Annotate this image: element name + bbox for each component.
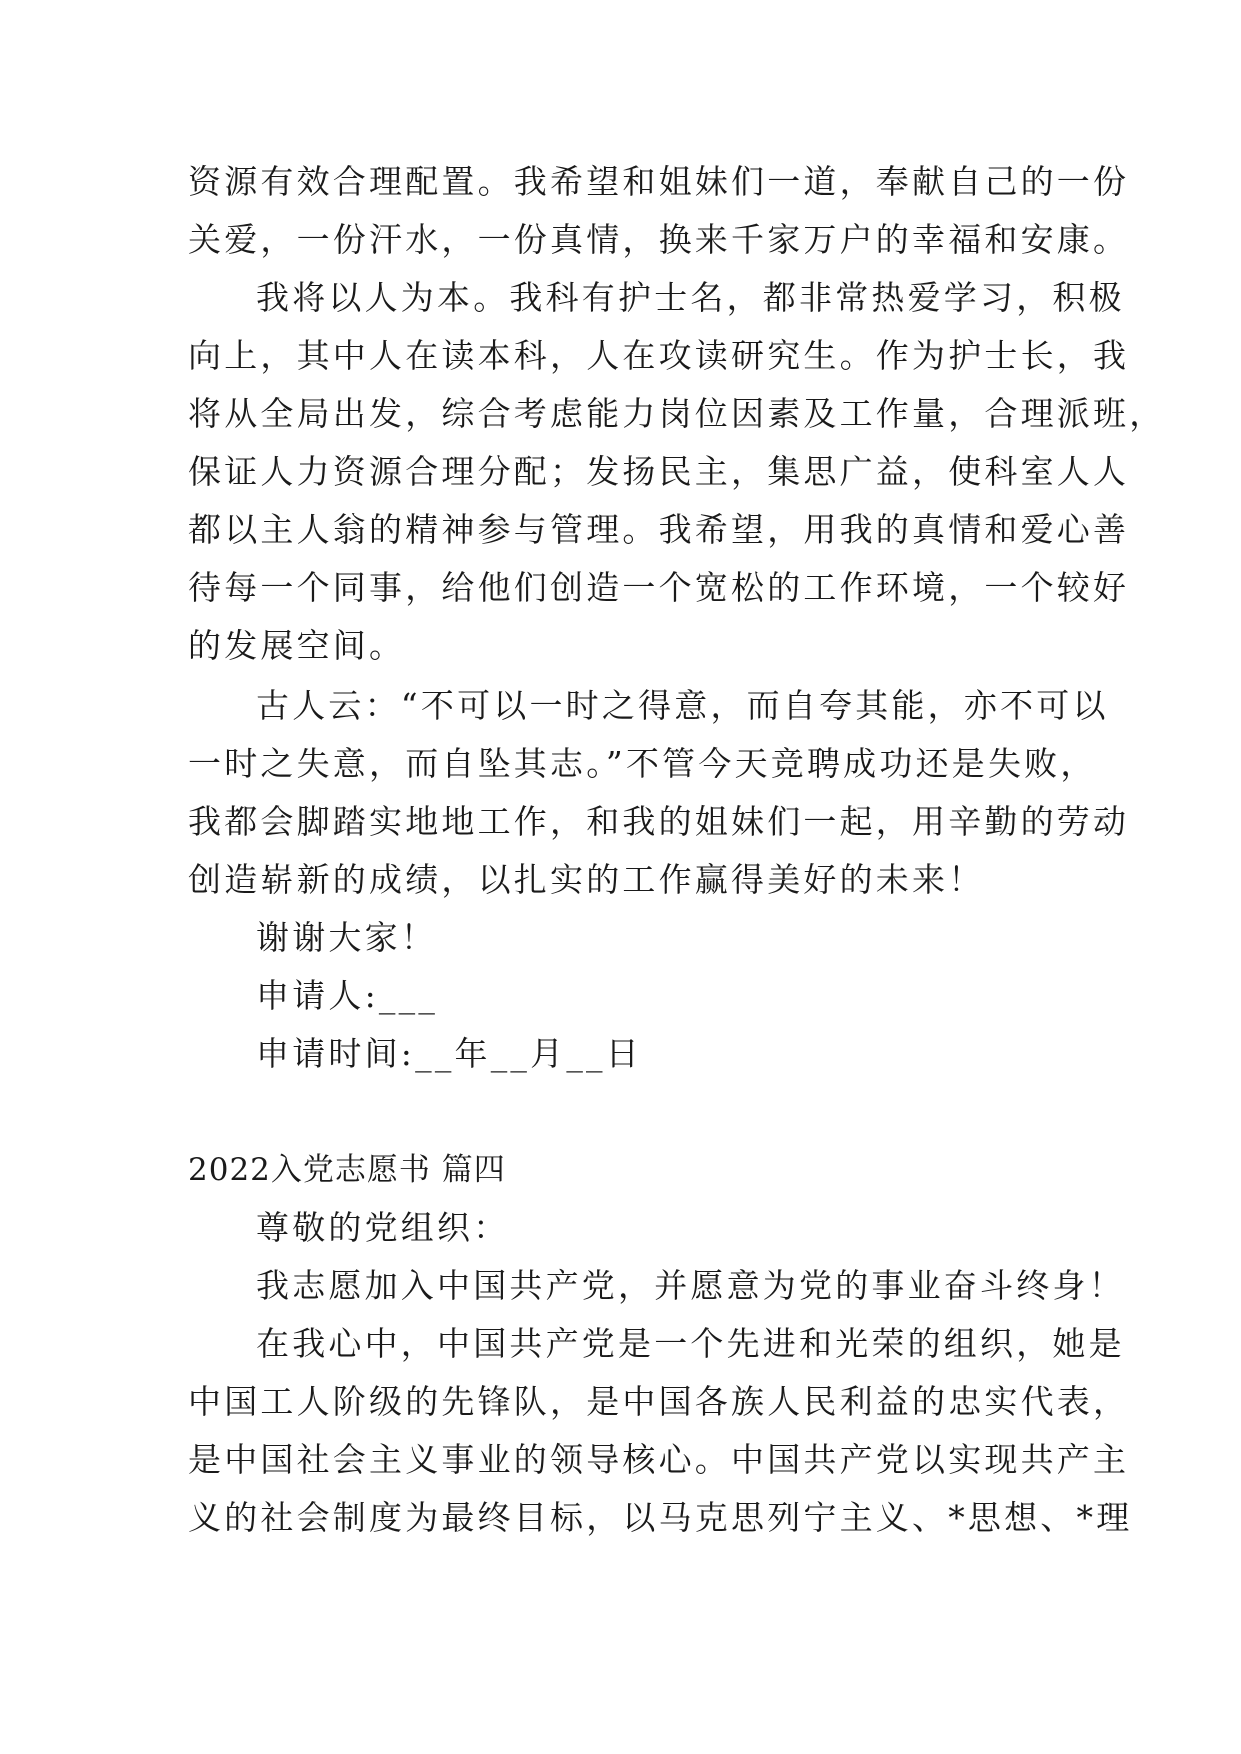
text-line: 一时之失意，而自坠其志。”不管今天竞聘成功还是失败， (188, 744, 1097, 783)
text-line: 我都会脚踏实地地工作，和我的姐妹们一起，用辛勤的劳动 (188, 802, 1130, 841)
text-line: 在我心中，中国共产党是一个先进和光荣的组织，她是 (256, 1324, 1125, 1363)
text-line: 中国工人阶级的先锋队，是中国各族人民利益的忠实代表， (188, 1382, 1130, 1421)
pledge-line: 我志愿加入中国共产党，并愿意为党的事业奋斗终身！ (256, 1266, 1125, 1305)
salutation: 尊敬的党组织： (256, 1208, 510, 1247)
text-line: 是中国社会主义事业的领导核心。中国共产党以实现共产主 (188, 1440, 1130, 1479)
text-line: 待每一个同事，给他们创造一个宽松的工作环境，一个较好 (188, 568, 1130, 607)
thanks-line: 谢谢大家！ (256, 918, 437, 957)
text-line: 义的社会制度为最终目标，以马克思列宁主义、*思想、*理 (188, 1498, 1133, 1537)
text-line: 向上，其中人在读本科，人在攻读研究生。作为护士长，我 (188, 336, 1130, 375)
text-line: 都以主人翁的精神参与管理。我希望，用我的真情和爱心善 (188, 510, 1130, 549)
text-line: 关爱，一份汗水，一份真情，换来千家万户的幸福和安康。 (188, 220, 1130, 259)
text-line: 将从全局出发，综合考虑能力岗位因素及工作量，合理派班， (188, 394, 1166, 433)
text-line: 古人云：“不可以一时之得意，而自夸其能，亦不可以 (256, 686, 1109, 725)
applicant-line: 申请人:___ (256, 976, 439, 1015)
text-line: 资源有效合理配置。我希望和姐妹们一道，奉献自己的一份 (188, 162, 1130, 201)
text-line: 保证人力资源合理分配；发扬民主，集思广益，使科室人人 (188, 452, 1130, 491)
text-line: 我将以人为本。我科有护士名，都非常热爱学习，积极 (256, 278, 1125, 317)
text-line: 创造崭新的成绩，以扎实的工作赢得美好的未来！ (188, 860, 985, 899)
text-line: 的发展空间。 (188, 626, 406, 665)
application-date-line: 申请时间:__年__月__日 (256, 1034, 642, 1073)
section-heading: 2022入党志愿书 篇四 (188, 1152, 506, 1188)
